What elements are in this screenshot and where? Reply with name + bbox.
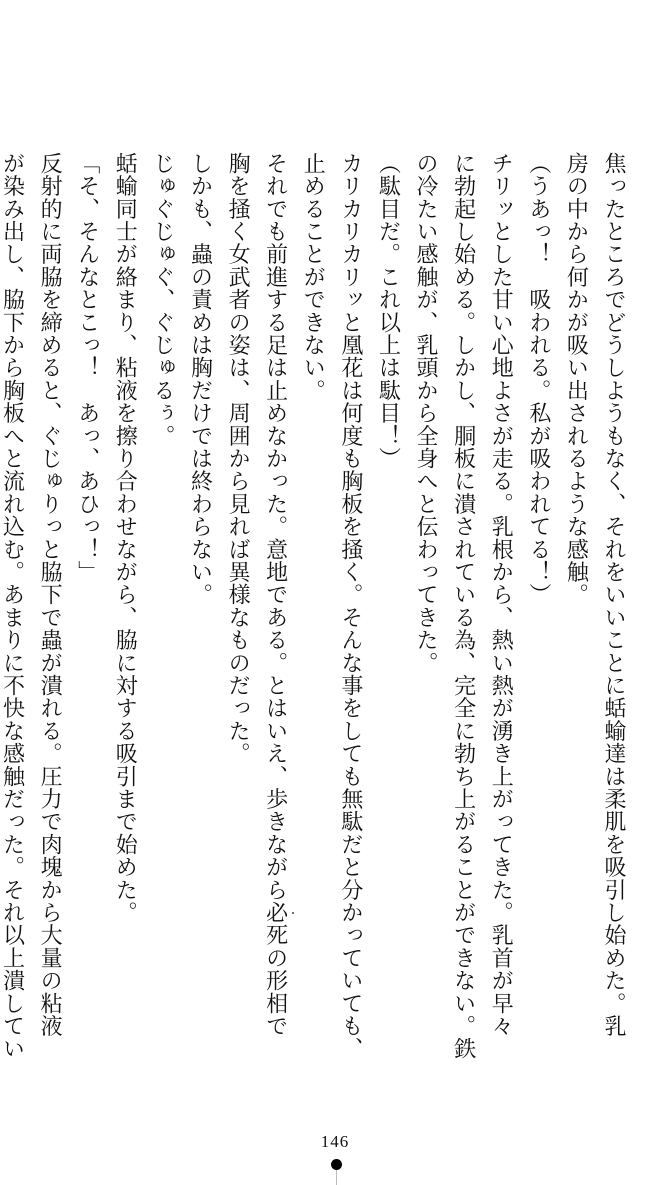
text-line: （うあっ！ 吸われる。私が吸われてる！）	[525, 152, 551, 606]
text-line: カリカリカリッと凰花は何度も胸板を掻く。そんな事をしても無駄だと分かっていても、	[337, 152, 363, 1060]
text-line: しかも、蟲の責めは胸だけでは終わらない。	[187, 152, 213, 606]
print-speck	[292, 912, 294, 914]
text-line: が染み出し、脇下から胸板へと流れ込む。あまりに不快な感触だった。それ以上潰してい	[0, 152, 25, 1060]
body-text	[0, 152, 632, 1060]
page-marker-line	[336, 1170, 337, 1185]
text-line: 反射的に両脇を締めると、ぐじゅりっと脇下で蟲が潰れる。圧力で肉塊から大量の粘液	[37, 152, 63, 1038]
page-marker-dot	[331, 1159, 342, 1170]
text-line: に勃起し始める。しかし、胴板に潰されている為、完全に勃ち上がることができない。鉄	[450, 152, 476, 1060]
text-line: 止めることができない。	[300, 152, 326, 402]
text-line: 房の中から何かが吸い出されるような感触。	[563, 152, 589, 606]
text-line: 焦ったところでどうしようもなく、それをいいことに蛞蝓達は柔肌を吸引し始めた。乳	[601, 152, 626, 1038]
text-line: チリッとした甘い心地よさが走る。乳根から、熱い熱が湧き上がってきた。乳首が早々	[488, 152, 514, 1038]
text-line: それでも前進する足は止めなかった。意地である。とはいえ、歩きながら必死の形相で	[262, 152, 288, 1038]
text-line: 「そ、そんなとこっ！ あっ、あひっ！」	[74, 152, 100, 584]
text-line: じゅぐじゅぐ、ぐじゅるぅ。	[149, 152, 175, 448]
text-line: 胸を掻く女武者の姿は、周囲から見れば異様なものだった。	[225, 152, 251, 765]
text-line: の冷たい感触が、乳頭から全身へと伝わってきた。	[413, 152, 439, 675]
text-line: （駄目だ。これ以上は駄目！）	[375, 152, 401, 470]
text-line: 蛞蝓同士が絡まり、粘液を擦り合わせながら、脇に対する吸引まで始めた。	[112, 152, 138, 924]
page-number: 146	[320, 1132, 350, 1151]
